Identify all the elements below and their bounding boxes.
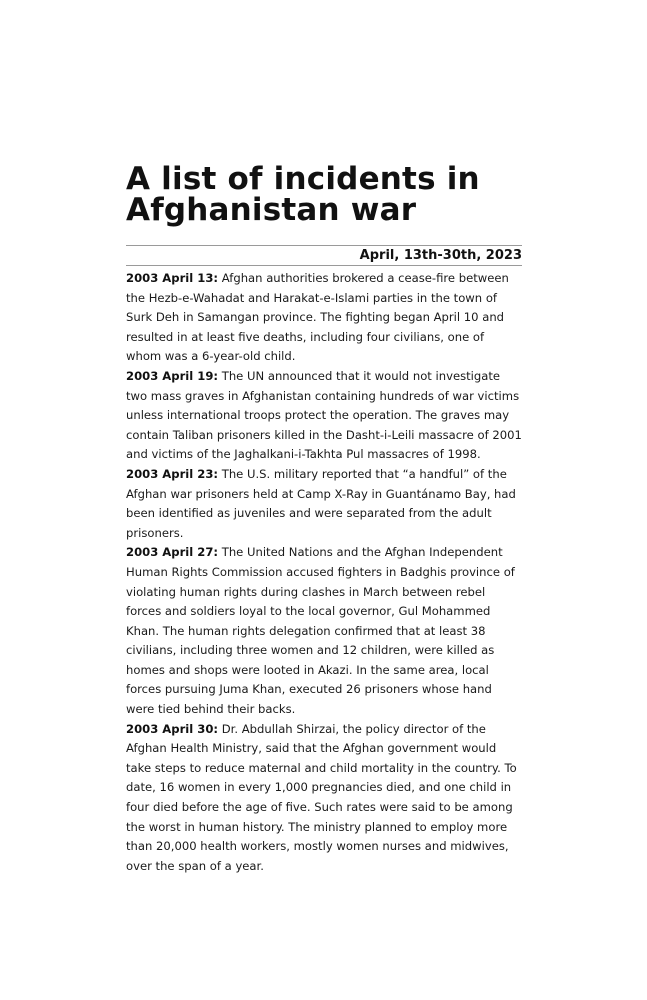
incident-text: The United Nations and the Afghan Independent Human Rights Commission accused fighters in Badghis province of violating human rights during clashes in March between rebel forces and soldiers loyal to the local governor, Gul Mohammed Khan. The human rights delegation confirmed that at least 38 civilians, including three women and 12 children, were killed as homes and shops were looted in Akazi. In the same area, local forces pursuing Juma Khan, executed 26 prisoners whose hand were tied behind their backs.	[126, 545, 515, 717]
incident-list	[126, 269, 522, 876]
incident-text: Afghan authorities brokered a cease-fire between the Hezb-e-Wahadat and Harakat-e-Islami parties in the town of Surk Deh in Samangan province. The fighting began April 10 and resulted in at least five deaths, including four civilians, one of whom was a 6-year-old child.	[126, 271, 509, 364]
incident-entry	[126, 367, 522, 465]
incident-entry	[126, 720, 522, 877]
incident-date: 2003 April 30:	[126, 721, 219, 736]
incident-text: The UN announced that it would not investigate two mass graves in Afghanistan containing hundreds of war victims unless international troops protect the operation. The graves may contain Taliban prisoners killed in the Dasht-i-Leili massacre of 2001 and victims of the Jaghalkani-i-Takhta Pul massacres of 1998.	[126, 368, 522, 462]
incident-date: 2003 April 13:	[126, 271, 219, 285]
dateline: April, 13th-30th, 2023	[126, 247, 522, 266]
incident-entry	[126, 543, 522, 719]
page-title: A list of incidents in Afghanistan war	[126, 161, 480, 228]
incident-text: The U.S. military reported that “a handful” of the Afghan war prisoners held at Camp X-Ray in Guantánamo Bay, had been identified as juveniles and were separated from the adult prisoners.	[126, 466, 516, 540]
incident-entry	[126, 269, 522, 367]
incident-text: Dr. Abdullah Shirzai, the policy director of the Afghan Health Ministry, said that the Afghan government would take steps to reduce maternal and child mortality in the country. To date, 16 women in every 1,000 pregnancies died, and one child in four died before the age of five. Such rates were said to be among the worst in human history. The ministry planned to employ more than 20,000 health workers, mostly women nurses and midwives, over the span of a year.	[126, 721, 517, 873]
incident-entry	[126, 465, 522, 543]
title-divider	[126, 245, 522, 246]
incident-date: 2003 April 23:	[126, 466, 219, 481]
incident-date: 2003 April 19:	[126, 368, 219, 383]
document-page	[126, 161, 522, 876]
incident-date: 2003 April 27:	[126, 545, 219, 560]
